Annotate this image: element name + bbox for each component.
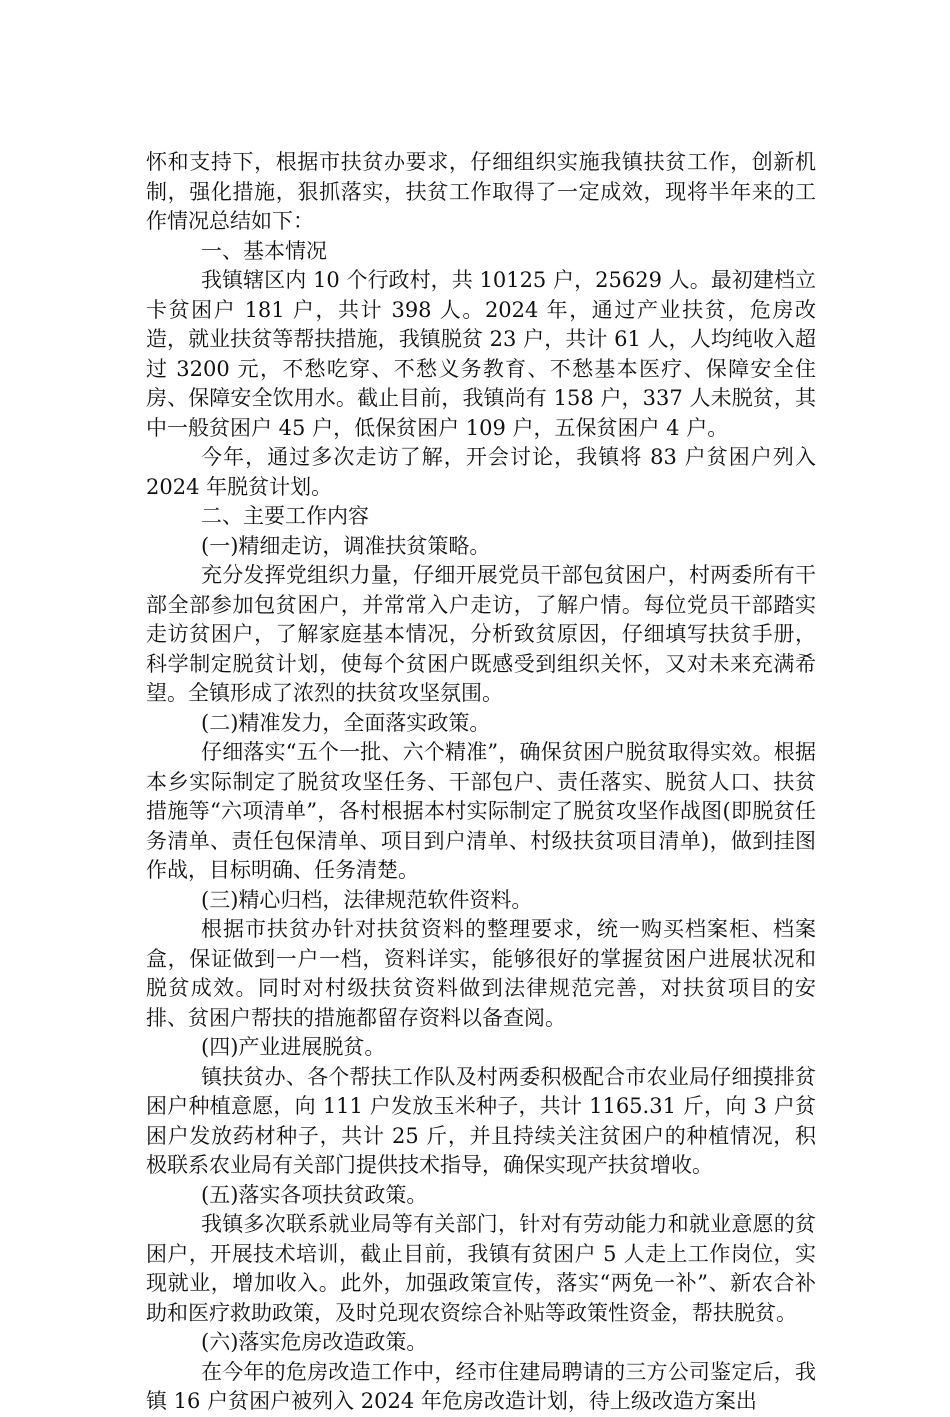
subsection-heading: (四)产业进展脱贫。 <box>201 1035 386 1059</box>
body-paragraph: 在今年的危房改造工作中，经市住建局聘请的三方公司鉴定后，我镇 16 户贫困户被列入 2024 年危房改造计划，待上级改造方案出 <box>146 1359 816 1413</box>
body-paragraph: 根据市扶贫办针对扶贫资料的整理要求，统一购买档案柜、档案盒，保证做到一户一档，资料详实，能够很好的掌握贫困户进展状况和脱贫成效。同时对村级扶贫资料做到法律规范完善，对扶贫项目的安排、贫困户帮扶的措施都留存资料以备查阅。 <box>146 917 816 1030</box>
body-paragraph: 仔细落实“五个一批、六个精准”，确保贫困户脱贫取得实效。根据本乡实际制定了脱贫攻坚任务、干部包户、责任落实、脱贫人口、扶贫措施等“六项清单”，各村根据本村实际制定了脱贫攻坚作战图(即脱贫任务清单、责任包保清单、项目到户清单、村级扶贫项目清单)，做到挂图作战，目标明确、任务清楚。 <box>146 740 816 882</box>
subsection-heading: (六)落实危房改造政策。 <box>201 1330 428 1354</box>
subsection-heading: (五)落实各项扶贫政策。 <box>201 1182 428 1207</box>
body-paragraph: 充分发挥党组织力量，仔细开展党员干部包贫困户，村两委所有干部全部参加包贫困户，并常常入户走访，了解户情。每位党员干部踏实走访贫困户，了解家庭基本情况，分析致贫原因，仔细填写扶贫手册，科学制定脱贫计划，使每个贫困户既感受到组织关怀，又对未来充满希望。全镇形成了浓烈的扶贫攻坚氛围。 <box>146 563 816 705</box>
document-body <box>146 148 816 1417</box>
body-paragraph: 我镇辖区内 10 个行政村，共 10125 户，25629 人。最初建档立卡贫困户 181 户，共计 398 人。2024 年，通过产业扶贫，危房改造，就业扶贫等帮扶措施，我镇脱贫 23 户，共计 61 人，人均纯收入超过 3200 元，不愁吃穿、不愁义务教育、不愁基本医疗、保障安全住房、保障安全饮用水。截止目前，我镇尚有 158 户，337 人未脱贫，其中一般贫困户 45 户，低保贫困户 109 户，五保贫困户 4 户。 <box>146 268 816 440</box>
section-heading-main-work: 二、主要工作内容 <box>201 504 369 528</box>
subsection-heading: (三)精心归档，法律规范软件资料。 <box>201 887 533 912</box>
subsection-heading: (一)精细走访，调准扶贫策略。 <box>201 533 491 558</box>
section-heading-basic-situation: 一、基本情况 <box>201 238 327 263</box>
body-paragraph: 我镇多次联系就业局等有关部门，针对有劳动能力和就业意愿的贫困户，开展技术培训，截止目前，我镇有贫困户 5 人走上工作岗位，实现就业，增加收入。此外，加强政策宣传，落实“两免一补”、新农合补助和医疗救助政策，及时兑现农资综合补贴等政策性资金，帮扶脱贫。 <box>146 1212 816 1325</box>
body-paragraph: 今年，通过多次走访了解，开会讨论，我镇将 83 户贫困户列入 2024 年脱贫计划。 <box>146 445 816 499</box>
body-paragraph: 怀和支持下，根据市扶贫办要求，仔细组织实施我镇扶贫工作，创新机制，强化措施，狠抓落实，扶贫工作取得了一定成效，现将半年来的工作情况总结如下： <box>146 150 816 233</box>
subsection-heading: (二)精准发力，全面落实政策。 <box>201 710 491 735</box>
body-paragraph: 镇扶贫办、各个帮扶工作队及村两委积极配合市农业局仔细摸排贫困户种植意愿，向 111 户发放玉米种子，共计 1165.31 斤，向 3 户贫困户发放药材种子，共计 25 斤，并且持续关注贫困户的种植情况，积极联系农业局有关部门提供技术指导，确保实现产扶贫增收。 <box>146 1064 816 1177</box>
